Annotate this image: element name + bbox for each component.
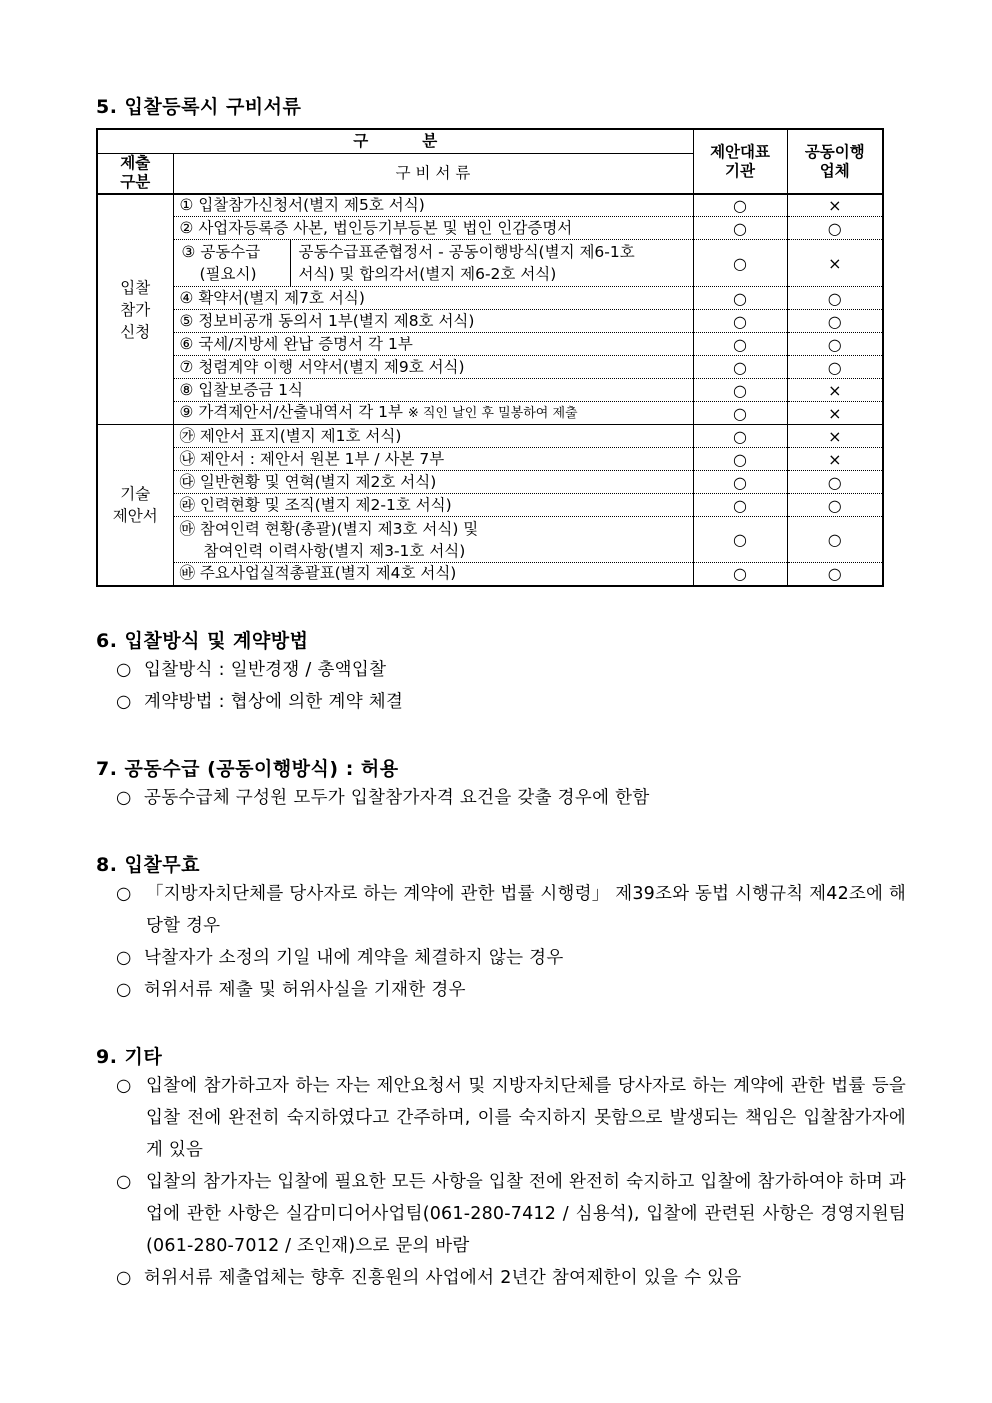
doc-row-ma xyxy=(173,517,693,563)
list-item xyxy=(116,782,650,814)
section-7-title: 7. 공동수급 (공동이행방식) : 허용 xyxy=(96,758,399,780)
group-bid: 입찰 참가 신청 xyxy=(97,194,173,425)
bullet-icon: ○ xyxy=(116,1076,132,1096)
joint-supply-detail: 공동수급표준협정서 - 공동이행방식(별지 제6-1호 xyxy=(298,243,635,261)
doc-row-9-note: ※ 직인 날인 후 밀봉하여 제출 xyxy=(407,406,578,421)
doc-row-ma-line1: ㉲ 참여인력 현황(총괄)(별지 제3호 서식) 및 xyxy=(179,519,479,538)
mark-proposer: ○ xyxy=(693,494,787,517)
mark-joint: ○ xyxy=(787,494,883,517)
list-item-text: 「지방자치단체를 당사자로 하는 계약에 관한 법률 시행령」 제39조와 동법 시행규칙 제42조에 해당할 경우 xyxy=(146,884,906,936)
mark-joint: × xyxy=(787,379,883,402)
doc-row-4: ④ 확약서(별지 제7호 서식) xyxy=(173,287,693,310)
mark-joint: ○ xyxy=(787,471,883,494)
joint-supply-detail-2: 서식) 및 합의각서(별지 제6-2호 서식) xyxy=(298,265,557,283)
doc-row-9 xyxy=(173,402,693,425)
list-item-text: 공동수급체 구성원 모두가 입찰참가자격 요건을 갖출 경우에 한함 xyxy=(144,788,650,808)
list-item-text: 허위서류 제출 및 허위사실을 기재한 경우 xyxy=(144,980,466,1000)
section-8-title: 8. 입찰무효 xyxy=(96,854,200,876)
joint-supply-required: (필요시) xyxy=(199,265,257,283)
mark-joint: × xyxy=(787,240,883,287)
joint-supply-label: ③ 공동수급 xyxy=(181,243,261,261)
section-5-title: 5. 입찰등록시 구비서류 xyxy=(96,96,302,118)
mark-proposer: ○ xyxy=(693,471,787,494)
mark-joint: ○ xyxy=(787,217,883,240)
mark-joint: ○ xyxy=(787,310,883,333)
header-proposer: 제안대표 기관 xyxy=(693,129,787,194)
bullet-icon: ○ xyxy=(116,788,132,808)
mark-joint: ○ xyxy=(787,517,883,563)
header-gubun: 구 분 xyxy=(97,129,693,153)
mark-proposer: ○ xyxy=(693,425,787,448)
list-item xyxy=(116,1070,906,1166)
list-item-text: 입찰에 참가하고자 하는 자는 제안요청서 및 지방자치단체를 당사자로 하는 계약에 관한 법률 등을 입찰 전에 완전히 숙지하였다고 간주하며, 이를 숙지하지 못함으로 발생되는 책임은 입찰참가자에게 있음 xyxy=(146,1076,906,1160)
mark-proposer: ○ xyxy=(693,379,787,402)
list-item xyxy=(116,686,403,718)
doc-row-ma-line2: 참여인력 이력사항(별지 제3-1호 서식) xyxy=(203,541,466,560)
bullet-icon: ○ xyxy=(116,1172,132,1192)
mark-proposer: ○ xyxy=(693,310,787,333)
section-9-title: 9. 기타 xyxy=(96,1046,163,1068)
bullet-icon: ○ xyxy=(116,884,132,904)
list-item xyxy=(116,974,466,1006)
mark-proposer: ○ xyxy=(693,240,787,287)
mark-joint: ○ xyxy=(787,356,883,379)
mark-proposer: ○ xyxy=(693,402,787,425)
list-item xyxy=(116,1166,906,1262)
mark-proposer: ○ xyxy=(693,333,787,356)
doc-row-na: ㉯ 제안서 : 제안서 원본 1부 / 사본 7부 xyxy=(173,448,693,471)
mark-proposer: ○ xyxy=(693,287,787,310)
section-6-title: 6. 입찰방식 및 계약방법 xyxy=(96,630,309,652)
doc-row-ba: ㉳ 주요사업실적총괄표(별지 제4호 서식) xyxy=(173,563,693,586)
list-item-text: 입찰방식 : 일반경쟁 / 총액입찰 xyxy=(144,660,387,680)
list-item xyxy=(116,654,386,686)
header-docs: 구 비 서 류 xyxy=(173,153,693,194)
mark-proposer: ○ xyxy=(693,217,787,240)
group-tech: 기술 제안서 xyxy=(97,425,173,586)
bullet-icon: ○ xyxy=(116,948,132,968)
bullet-icon: ○ xyxy=(116,1268,132,1288)
header-submit-type: 제출 구분 xyxy=(97,153,173,194)
required-documents-table xyxy=(96,128,884,587)
doc-row-8: ⑧ 입찰보증금 1식 xyxy=(173,379,693,402)
mark-joint: × xyxy=(787,425,883,448)
bullet-icon: ○ xyxy=(116,980,132,1000)
mark-proposer: ○ xyxy=(693,563,787,586)
list-item-text: 낙찰자가 소정의 기일 내에 계약을 체결하지 않는 경우 xyxy=(144,948,564,968)
mark-joint: × xyxy=(787,194,883,217)
doc-row-da: ㉰ 일반현황 및 연혁(별지 제2호 서식) xyxy=(173,471,693,494)
header-joint: 공동이행 업체 xyxy=(787,129,883,194)
mark-proposer: ○ xyxy=(693,194,787,217)
doc-row-7: ⑦ 청렴계약 이행 서약서(별지 제9호 서식) xyxy=(173,356,693,379)
doc-row-6: ⑥ 국세/지방세 완납 증명서 각 1부 xyxy=(173,333,693,356)
doc-row-ga: ㉮ 제안서 표지(별지 제1호 서식) xyxy=(173,425,693,448)
mark-joint: × xyxy=(787,448,883,471)
list-item-text: 계약방법 : 협상에 의한 계약 체결 xyxy=(144,692,404,712)
mark-joint: ○ xyxy=(787,287,883,310)
mark-joint: ○ xyxy=(787,563,883,586)
doc-row-5: ⑤ 정보비공개 동의서 1부(별지 제8호 서식) xyxy=(173,310,693,333)
mark-proposer: ○ xyxy=(693,448,787,471)
doc-row-1: ① 입찰참가신청서(별지 제5호 서식) xyxy=(173,194,693,217)
bullet-icon: ○ xyxy=(116,660,132,680)
doc-row-2: ② 사업자등록증 사본, 법인등기부등본 및 법인 인감증명서 xyxy=(173,217,693,240)
list-item xyxy=(116,1262,742,1294)
list-item-text: 입찰의 참가자는 입찰에 필요한 모든 사항을 입찰 전에 완전히 숙지하고 입찰에 참가하여야 하며 과업에 관한 사항은 실감미디어사업팀(061-280-7412 / 심용석), 입찰에 관련된 사항은 경영지원팀(061-280-7012 / 조인재)으로 문의 바람 xyxy=(146,1172,906,1256)
list-item xyxy=(116,942,564,974)
mark-proposer: ○ xyxy=(693,356,787,379)
mark-joint: × xyxy=(787,402,883,425)
mark-joint: ○ xyxy=(787,333,883,356)
doc-row-ra: ㉱ 인력현황 및 조직(별지 제2-1호 서식) xyxy=(173,494,693,517)
list-item xyxy=(116,878,906,942)
bullet-icon: ○ xyxy=(116,692,132,712)
doc-row-3 xyxy=(173,240,693,287)
doc-row-9-text: ⑨ 가격제안서/산출내역서 각 1부 xyxy=(179,403,403,421)
mark-proposer: ○ xyxy=(693,517,787,563)
list-item-text: 허위서류 제출업체는 향후 진흥원의 사업에서 2년간 참여제한이 있을 수 있음 xyxy=(144,1268,742,1288)
